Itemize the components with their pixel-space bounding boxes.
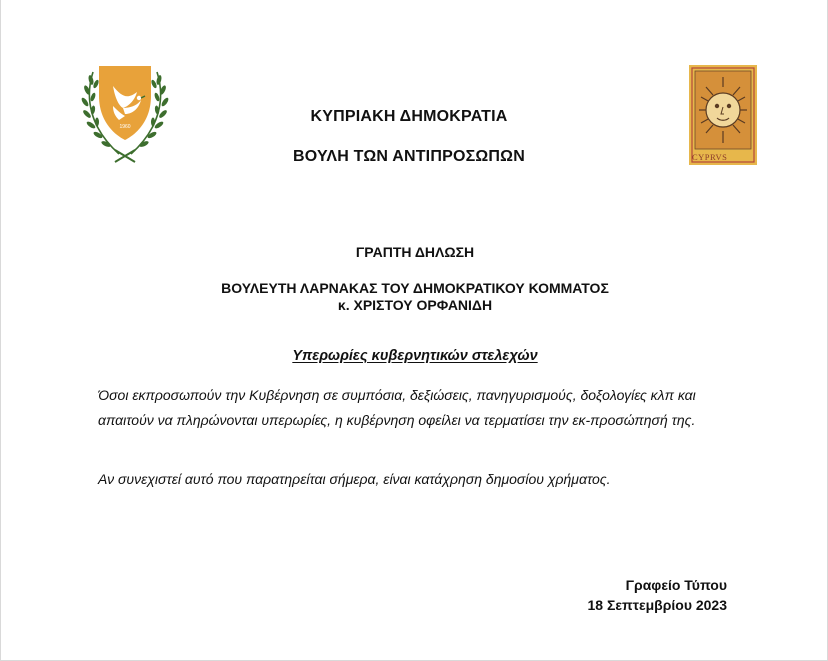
statement-subject <box>1 348 828 364</box>
statement-title: ΓΡΑΠΤΗ ΔΗΛΩΣΗ <box>355 244 475 260</box>
statement-paragraph-1: Όσοι εκπροσωπούν την Κυβέρνηση σε συμπόσια, δεξιώσεις, πανηγυρισμούς, δοξολογίες κλπ και απαιτούν να πληρώνονται υπερωρίες, η κυβέρνηση οφείλει να τερματίσει την εκ-προσώπησή της. <box>98 387 696 428</box>
svg-text:1960: 1960 <box>119 124 131 130</box>
press-office: Γραφείο Τύπου <box>625 577 727 593</box>
header-republic: ΚΥΠΡΙΑΚΗ ΔΗΜΟΚΡΑΤΙΑ <box>310 108 508 125</box>
subject-text: Υπερωρίες κυβερνητικών στελεχών <box>292 348 538 364</box>
statement-paragraph-2: Αν συνεχιστεί αυτό που παρατηρείται σήμερα, είναι κατάχρηση δημοσίου χρήματος. <box>98 471 611 487</box>
header-parliament: ΒΟΥΛΗ ΤΩΝ ΑΝΤΙΠΡΟΣΩΠΩΝ <box>293 148 525 165</box>
statement-date: 18 Σεπτεμβρίου 2023 <box>587 597 727 613</box>
mp-line-1: ΒΟΥΛΕΥΤΗ ΛΑΡΝΑΚΑΣ ΤΟΥ ΔΗΜΟΚΡΑΤΙΚΟΥ ΚΟΜΜΑΤΟΣ <box>221 280 609 296</box>
mp-line-2: κ. ΧΡΙΣΤΟΥ ΟΡΦΑΝΙΔΗ <box>337 297 493 313</box>
logo-caption: CYPRVS <box>692 152 728 162</box>
